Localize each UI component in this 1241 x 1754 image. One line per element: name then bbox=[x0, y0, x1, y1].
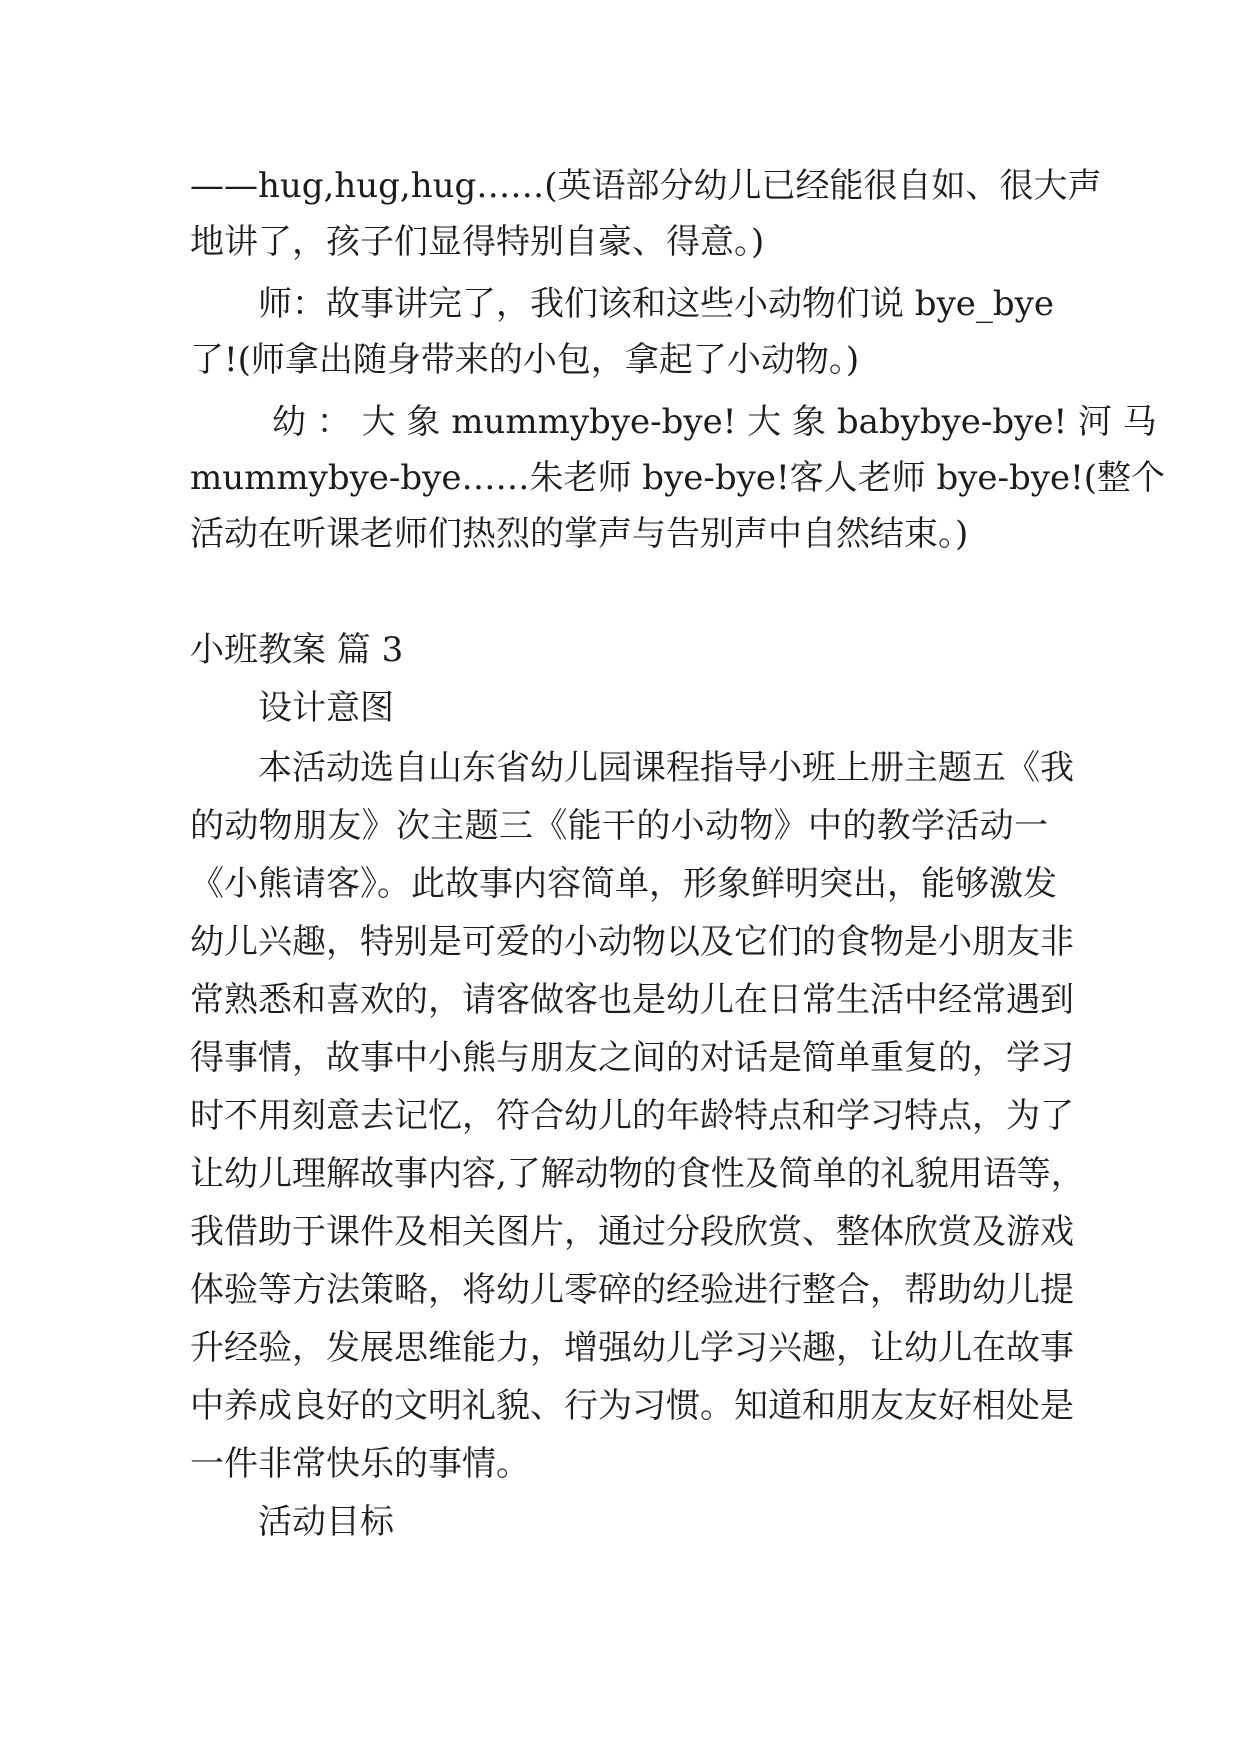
text-line: 我借助于课件及相关图片，通过分段欣赏、整体欣赏及游戏 bbox=[190, 1212, 1074, 1252]
text-line: 中养成良好的文明礼貌、行为习惯。知道和朋友友好相处是 bbox=[190, 1386, 1074, 1426]
text-line: 升经验，发展思维能力，增强幼儿学习兴趣，让幼儿在故事 bbox=[190, 1328, 1074, 1368]
text-line: 一件非常快乐的事情。 bbox=[190, 1444, 530, 1484]
text-line: 常熟悉和喜欢的，请客做客也是幼儿在日常生活中经常遇到 bbox=[190, 980, 1074, 1020]
text-line: 了!(师拿出随身带来的小包，拿起了小动物。) bbox=[190, 340, 860, 380]
text-line: 本活动选自山东省幼儿园课程指导小班上册主题五《我 bbox=[258, 748, 1074, 788]
text-line: 《小熊请客》。此故事内容简单，形象鲜明突出，能够激发 bbox=[190, 864, 1057, 904]
text-line: mummybye-bye……朱老师 bye-bye!客人老师 bye-bye!(整个 bbox=[190, 458, 1166, 498]
text-line: 幼儿兴趣，特别是可爱的小动物以及它们的食物是小朋友非 bbox=[190, 922, 1074, 962]
section-heading: 小班教案 篇 3 bbox=[190, 630, 404, 670]
text-line: 时不用刻意去记忆，符合幼儿的年龄特点和学习特点，为了 bbox=[190, 1096, 1074, 1136]
text-line: 的动物朋友》次主题三《能干的小动物》中的教学活动一 bbox=[190, 806, 1048, 846]
subsection-heading: 设计意图 bbox=[258, 688, 394, 728]
text-line: 师：故事讲完了，我们该和这些小动物们说 bye_bye bbox=[258, 284, 1054, 324]
text-line: 体验等方法策略，将幼儿零碎的经验进行整合，帮助幼儿提 bbox=[190, 1270, 1074, 1310]
text-line: 地讲了，孩子们显得特别自豪、得意。) bbox=[190, 222, 765, 262]
subsection-heading: 活动目标 bbox=[258, 1502, 394, 1542]
text-line: 活动在听课老师们热烈的掌声与告别声中自然结束。) bbox=[190, 514, 969, 554]
text-line: ——hug,hug,hug……(英语部分幼儿已经能很自如、很大声 bbox=[190, 166, 1102, 206]
text-line: 幼 ： 大 象 mummybye-bye! 大 象 babybye-bye! 河 马 bbox=[272, 402, 1157, 442]
text-line: 让幼儿理解故事内容,了解动物的食性及简单的礼貌用语等， bbox=[190, 1154, 1085, 1194]
text-line: 得事情，故事中小熊与朋友之间的对话是简单重复的，学习 bbox=[190, 1038, 1074, 1078]
